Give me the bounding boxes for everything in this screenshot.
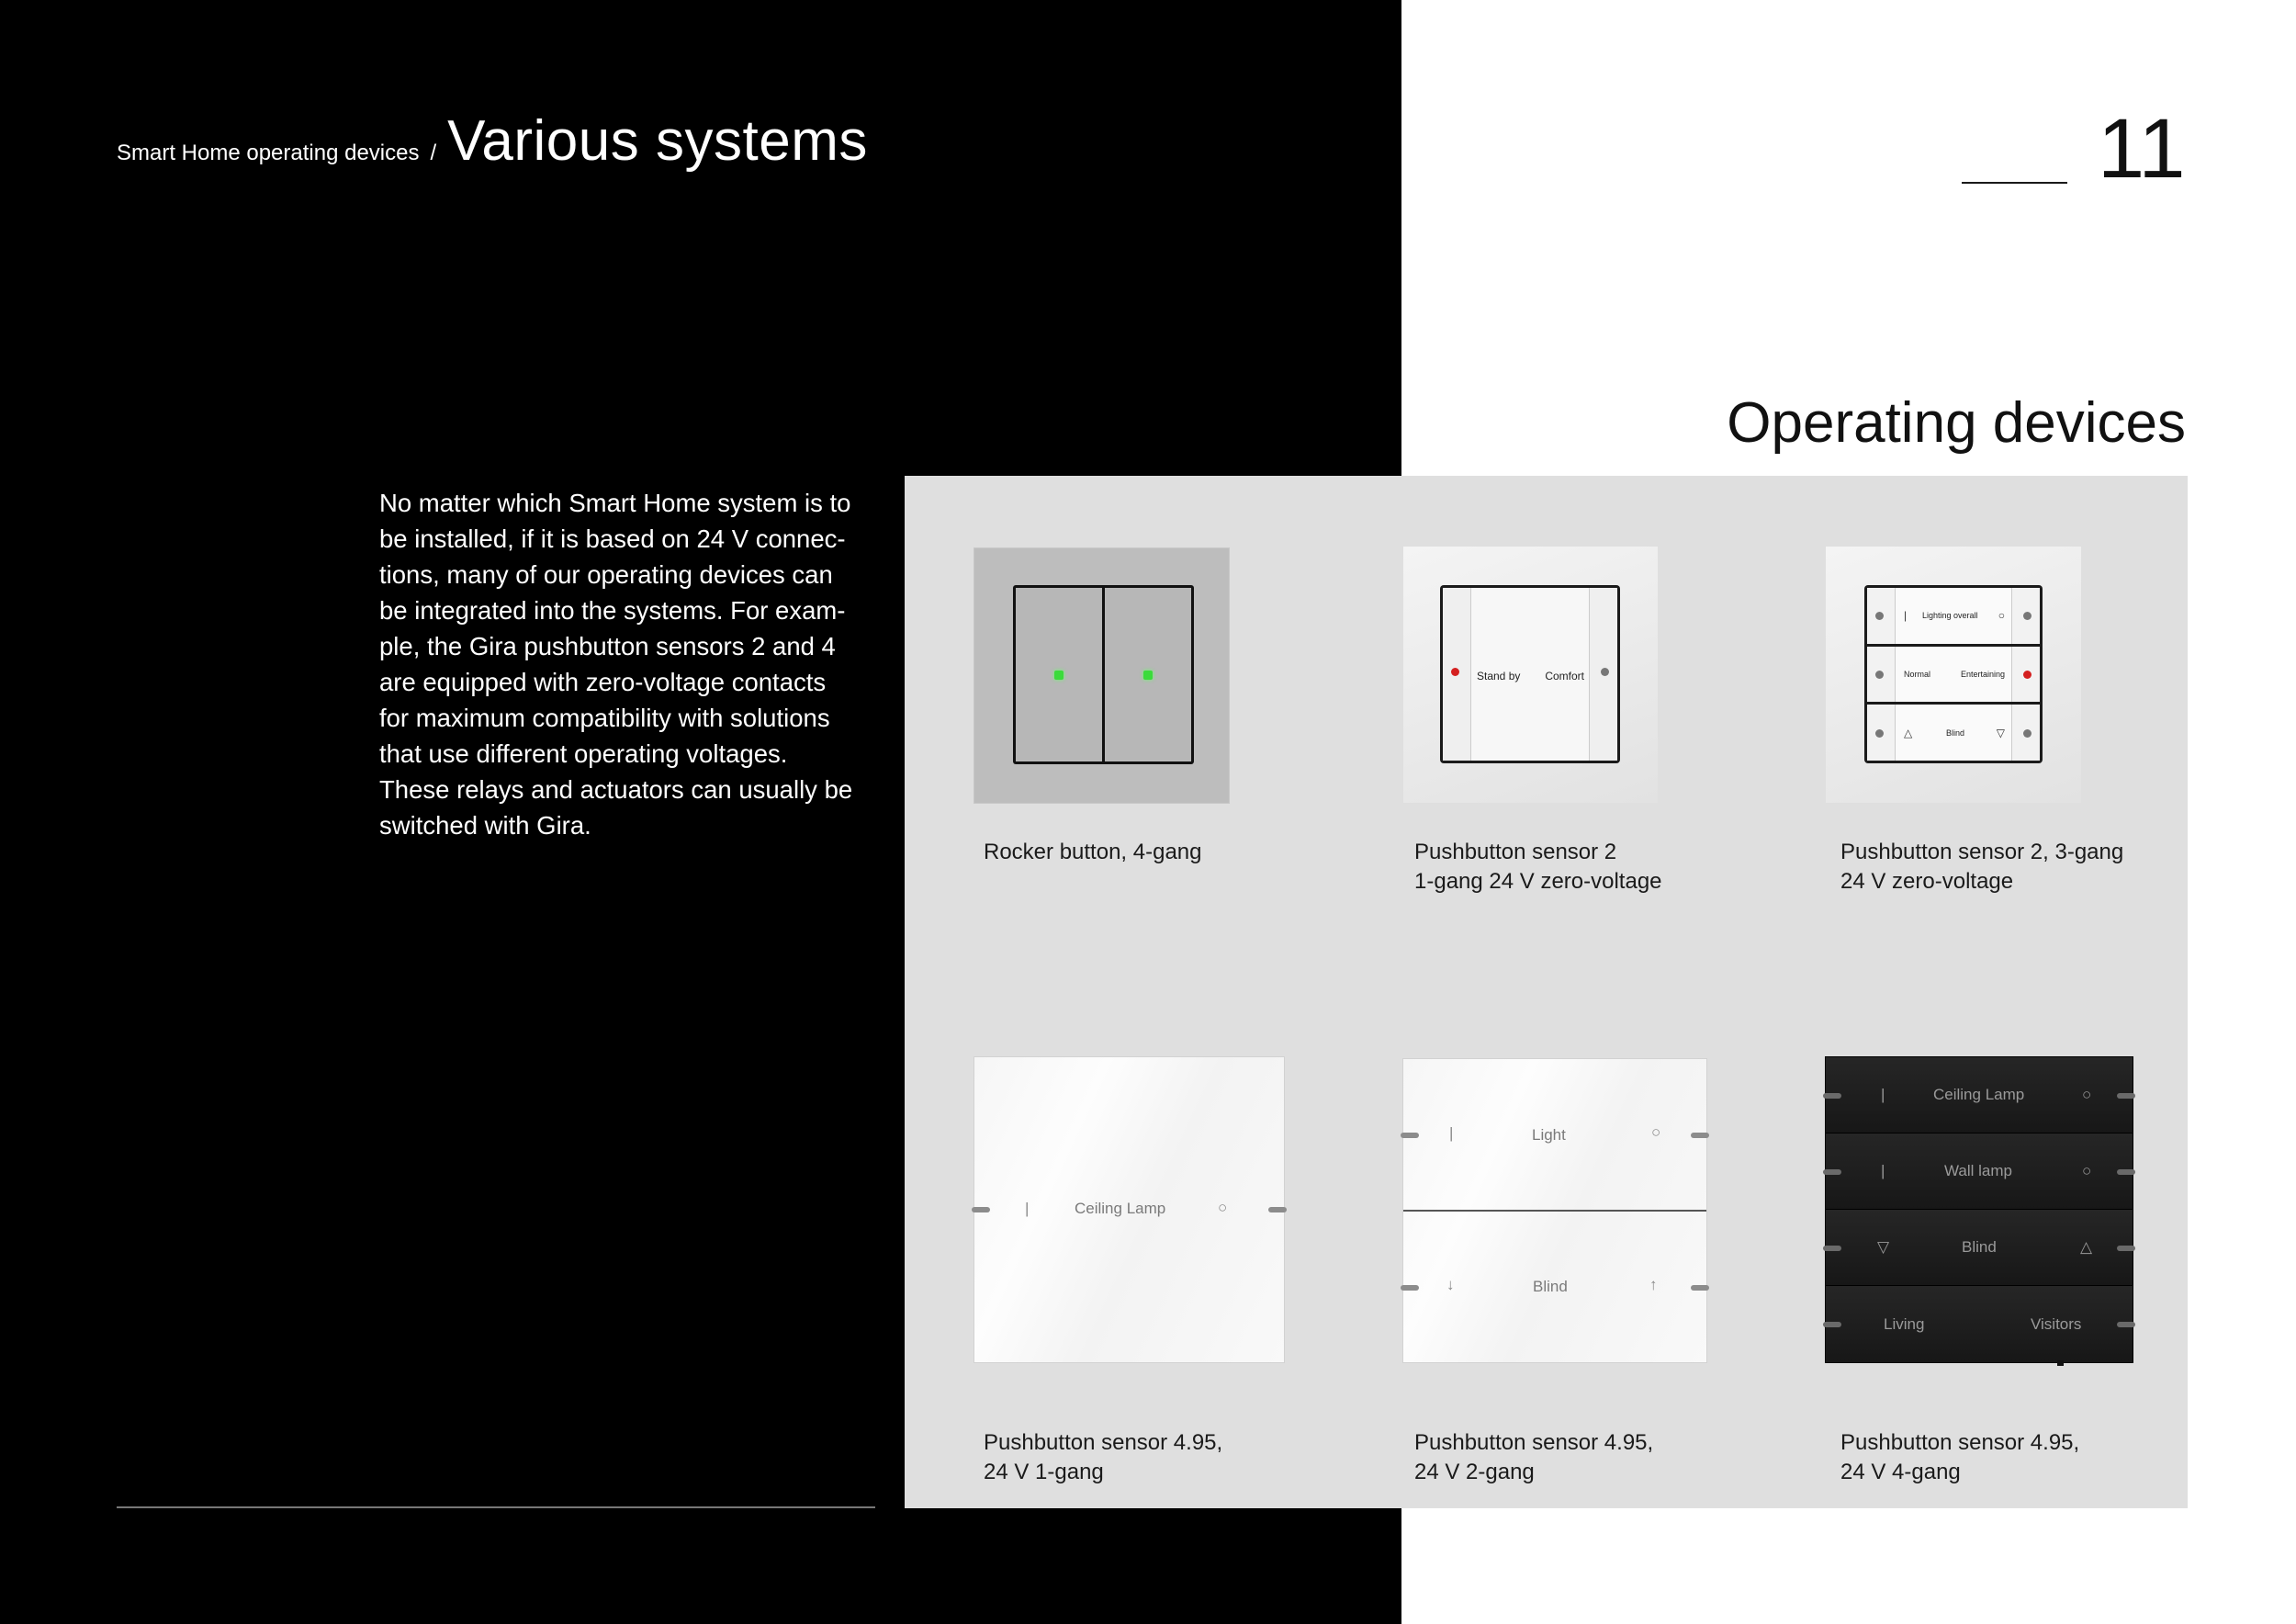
tab-right (1691, 1133, 1709, 1138)
device-caption (984, 838, 1201, 867)
button-row (1826, 1057, 2133, 1133)
arrow-up-icon: ↑ (1649, 1276, 1658, 1293)
device-caption (1414, 1428, 1653, 1487)
triangle-down-icon: ▽ (1996, 726, 2005, 739)
page-header (117, 108, 868, 174)
led-grey-icon (1601, 668, 1609, 676)
led-grey-icon (1875, 729, 1884, 738)
caption-line: Pushbutton sensor 4.95, (1840, 1430, 2080, 1455)
button-row (1826, 1133, 2133, 1210)
rocker-half-right (1105, 588, 1191, 761)
sensor-frame (1864, 585, 2043, 763)
sensor-label: Stand by (1477, 670, 1521, 682)
device-foot (2057, 1360, 2064, 1366)
sensor-label: Comfort (1545, 670, 1584, 682)
device-image-pushbutton-sensor-2-1gang (1403, 547, 1658, 803)
caption-line: Pushbutton sensor 4.95, (984, 1430, 1223, 1455)
tab-left (1823, 1322, 1841, 1327)
arrow-down-icon: ↓ (1446, 1276, 1455, 1293)
device-image-rocker-button (974, 548, 1229, 803)
tab-left (1401, 1133, 1419, 1138)
bottom-rule (117, 1506, 875, 1508)
row-label: Entertaining (1960, 670, 2005, 679)
led-red-icon (2023, 671, 2032, 679)
intro-line: be integrated into the systems. For exam- (379, 596, 846, 625)
on-symbol-icon: | (1881, 1086, 1885, 1103)
led-grey-icon (2023, 612, 2032, 620)
button-label: Wall lamp (1944, 1162, 2012, 1179)
tab-right (2117, 1246, 2135, 1251)
button-label: Blind (1962, 1238, 1997, 1256)
triangle-up-icon: △ (2080, 1238, 2093, 1256)
button-divider (1403, 1210, 1706, 1212)
tab-right (1268, 1207, 1287, 1212)
triangle-up-icon: △ (1904, 726, 1913, 739)
button-row (1826, 1210, 2133, 1286)
rocker-half-left (1016, 588, 1102, 761)
caption-line: 24 V zero-voltage (1840, 869, 2014, 894)
on-symbol-icon: | (1904, 609, 1908, 623)
device-caption (1840, 838, 2123, 897)
off-symbol-icon: ○ (1998, 609, 2005, 623)
caption-line: Pushbutton sensor 2, 3-gang (1840, 840, 2124, 864)
caption-line: Pushbutton sensor 2 (1414, 840, 1617, 864)
sensor-face (1443, 588, 1617, 761)
row-label: Normal (1904, 670, 1931, 679)
led-grey-icon (1875, 612, 1884, 620)
led-green-icon (1143, 671, 1153, 680)
button-row (1826, 1286, 2133, 1362)
led-green-icon (1054, 671, 1064, 680)
page-number: 11 (2098, 102, 2186, 196)
intro-line: that use different operating voltages. (379, 739, 788, 768)
tab-left (1823, 1246, 1841, 1251)
tab-left (1823, 1093, 1841, 1099)
sensor-row (1867, 647, 2040, 703)
page-title: Various systems (447, 109, 868, 173)
intro-line: ple, the Gira pushbutton sensors 2 and 4 (379, 632, 836, 660)
device-image-pushbutton-sensor-2-3gang (1826, 547, 2081, 803)
led-grey-icon (1875, 671, 1884, 679)
device-image-pushbutton-sensor-495-1gang (974, 1057, 1284, 1362)
intro-line: switched with Gira. (379, 811, 591, 840)
intro-line: No matter which Smart Home system is to (379, 489, 851, 517)
device-caption (984, 1428, 1222, 1487)
off-symbol-icon: ○ (2082, 1162, 2092, 1179)
tab-right (2117, 1322, 2135, 1327)
caption-line: 24 V 2-gang (1414, 1460, 1535, 1484)
device-caption (1840, 1428, 2079, 1487)
on-symbol-icon: | (1025, 1200, 1030, 1217)
intro-paragraph (379, 485, 894, 843)
off-symbol-icon: ○ (1651, 1123, 1661, 1141)
row-label: Lighting overall (1922, 611, 1978, 621)
off-symbol-icon: ○ (2082, 1086, 2092, 1103)
breadcrumb: Smart Home operating devices (117, 141, 420, 165)
sensor-row (1867, 588, 2040, 644)
device-image-pushbutton-sensor-495-2gang (1403, 1059, 1706, 1362)
on-symbol-icon: | (1881, 1162, 1885, 1179)
tab-right (1691, 1285, 1709, 1291)
sensor-row (1867, 705, 2040, 761)
tab-right (2117, 1093, 2135, 1099)
tab-right (2117, 1169, 2135, 1175)
device-caption (1414, 838, 1662, 897)
page-number-rule (1962, 182, 2067, 184)
caption-line: Rocker button, 4-gang (984, 840, 1202, 864)
breadcrumb-separator: / (430, 141, 437, 165)
device-image-pushbutton-sensor-495-4gang (1826, 1057, 2133, 1362)
caption-line: 24 V 1-gang (984, 1460, 1104, 1484)
tab-left (1823, 1169, 1841, 1175)
led-red-icon (1451, 668, 1459, 676)
caption-line: Pushbutton sensor 4.95, (1414, 1430, 1654, 1455)
caption-line: 24 V 4-gang (1840, 1460, 1961, 1484)
led-grey-icon (2023, 729, 2032, 738)
button-label: Blind (1533, 1278, 1568, 1295)
rocker (1013, 585, 1194, 764)
button-label: Ceiling Lamp (1075, 1200, 1166, 1217)
tab-left (1401, 1285, 1419, 1291)
caption-line: 1-gang 24 V zero-voltage (1414, 869, 1662, 894)
on-symbol-icon: | (1449, 1124, 1454, 1142)
button-label: Visitors (2031, 1314, 2082, 1333)
intro-line: tions, many of our operating devices can (379, 560, 833, 589)
intro-line: be installed, if it is based on 24 V connec- (379, 524, 846, 553)
button-label: Light (1532, 1126, 1566, 1144)
sensor-frame (1440, 585, 1620, 763)
off-symbol-icon: ○ (1218, 1199, 1228, 1216)
triangle-down-icon: ▽ (1877, 1238, 1890, 1256)
intro-line: These relays and actuators can usually be (379, 775, 853, 804)
tab-left (972, 1207, 990, 1212)
button-label: Living (1884, 1314, 1925, 1333)
row-label: Blind (1946, 727, 1965, 738)
section-heading: Operating devices (1727, 391, 2186, 455)
intro-line: for maximum compatibility with solutions (379, 704, 830, 732)
button-label: Ceiling Lamp (1933, 1086, 2025, 1103)
intro-line: are equipped with zero-voltage contacts (379, 668, 827, 696)
